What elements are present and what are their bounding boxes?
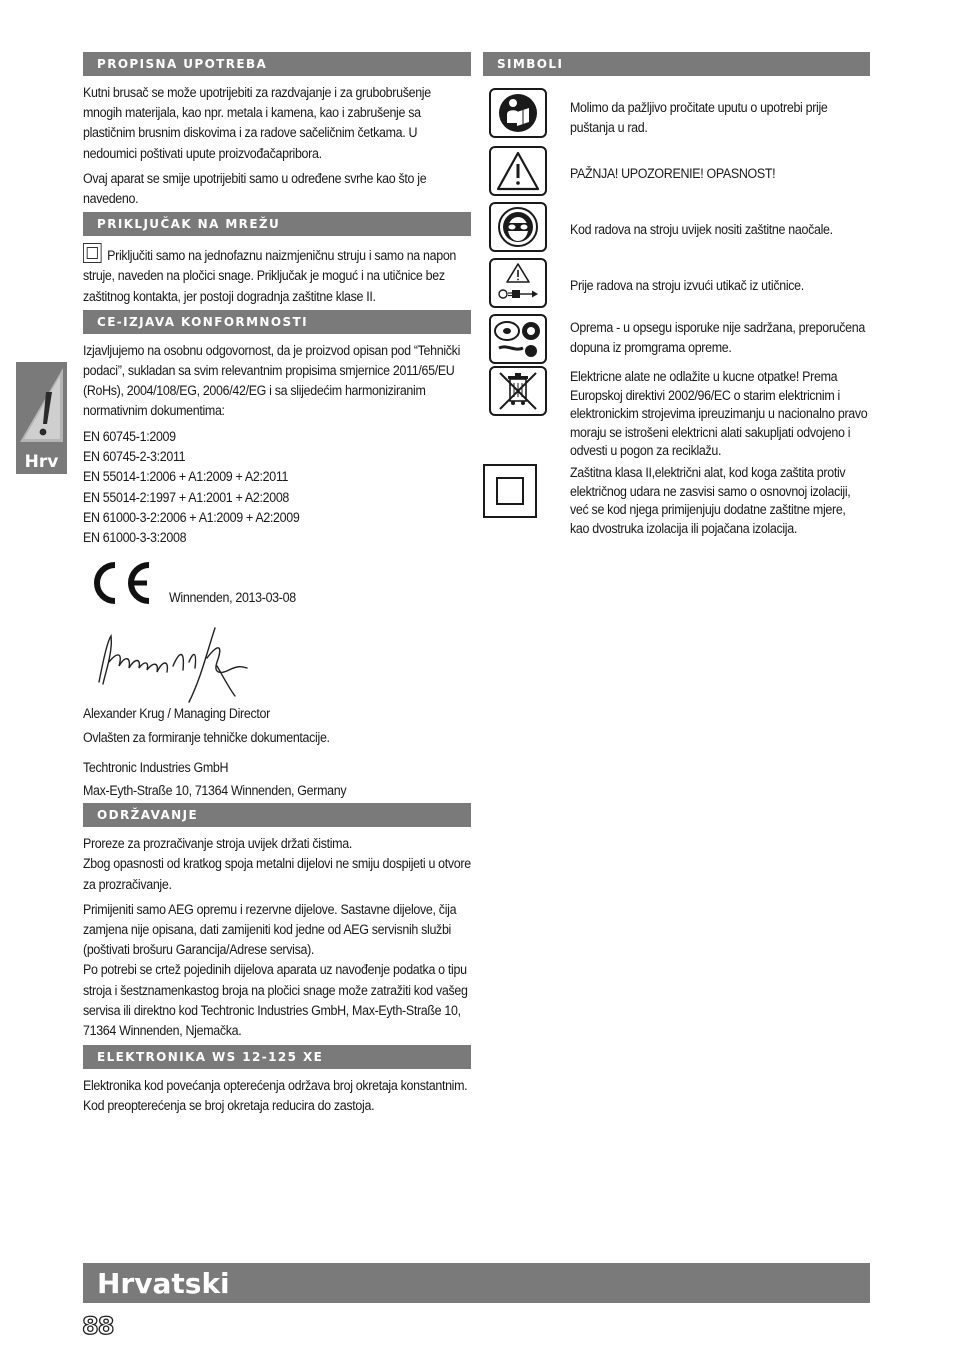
symbol-row-goggles xyxy=(483,202,870,254)
left-column xyxy=(83,52,471,1117)
warning-exclamation-icon xyxy=(16,362,67,447)
unplug-icon xyxy=(489,258,547,308)
symbol-row-accessory xyxy=(483,314,870,366)
language-tab-label: Hrv xyxy=(24,452,59,472)
authorized-text: Ovlašten za formiranje tehničke dokumentacije. xyxy=(83,729,330,745)
language-side-tab xyxy=(16,362,67,474)
safety-goggles-icon xyxy=(489,202,547,252)
accessory-icon xyxy=(489,314,547,364)
standard-item: EN 61000-3-3:2008 xyxy=(83,530,187,546)
standard-item: EN 60745-2-3:2011 xyxy=(83,448,186,464)
symbol-text-protection-class: Zaštitna klasa II,električni alat, kod koga zaštita protiv električnog udara ne zasvisi samo o osnovnoj izolaciji, već se kod njega primijenjuju dodatne zaštitne mjere, kao dvostruka izolacija ili pojačana izolacija. xyxy=(570,465,851,536)
section-header-odrzavanje: ODRŽAVANJE xyxy=(83,803,471,827)
ce-mark-row xyxy=(83,560,471,616)
odrzavanje-paragraph-1: Proreze za prozračivanje stroja uvijek držati čistima. xyxy=(83,836,352,852)
symbol-text-unplug: Prije radova na stroju izvući utikač iz utičnice. xyxy=(570,278,804,293)
footer-language-title: Hrvatski xyxy=(97,1267,230,1300)
standard-item: EN 60745-1:2009 xyxy=(83,428,176,444)
place-date: Winnenden, 2013-03-08 xyxy=(169,590,296,606)
protection-class-ii-icon xyxy=(483,464,537,518)
footer-language-band xyxy=(83,1263,870,1303)
prikljucak-paragraph xyxy=(83,243,472,307)
symbol-row-warning xyxy=(483,146,870,198)
standard-item: EN 55014-2:1997 + A1:2001 + A2:2008 xyxy=(83,489,290,505)
ce-mark-icon xyxy=(85,560,155,606)
page-number: 88 xyxy=(82,1312,114,1340)
odrzavanje-paragraph-3: Primijeniti samo AEG opremu i rezervne dijelove. Sastavne dijelove, čija zamjena nije opisana, dati zamijeniti kod jedne od AEG servisnih službi (poštivati brošuru Garancija/Adrese servisa). xyxy=(83,901,457,958)
symbol-row-protection-class xyxy=(483,462,870,562)
signer-name: Alexander Krug / Managing Director xyxy=(83,706,270,722)
symbol-row-unplug xyxy=(483,258,870,310)
symbol-text-warning: PAŽNJA! UPOZORENIE! OPASNOST! xyxy=(570,166,776,181)
propisna-paragraph-1: Kutni brusač se može upotrijebiti za razdvajanje i za grubobrušenje mnogih materijala, kao npr. metala i kamena, kao i zabrušenje sa plastičnim brusnim diskovima i za radove sačeličnim četkama. U nedoumici poštivati upute proizvođačapribora. xyxy=(83,85,431,161)
section-header-elektronika: ELEKTRONIKA WS 12-125 XE xyxy=(83,1045,471,1069)
standard-item: EN 61000-3-2:2006 + A1:2009 + A2:2009 xyxy=(83,509,300,525)
symbol-text-read-manual: Molimo da pažljivo pročitate uputu o upotrebi prije puštanja u rad. xyxy=(570,100,828,135)
prikljucak-text: Priključiti samo na jednofaznu naizmjeničnu struju i samo na napon struje, naveden na pločici snage. Priključak je moguć i na utičnice bez zaštitnog kontakta, jer postoji dogradnja zaštitne klase II. xyxy=(83,248,457,304)
odrzavanje-paragraph-4: Po potrebi se crtež pojedinih dijelova aparata uz navođenje podatka o tipu stroja i šestznamenkastog broja na pločici snage može zatražiti kod vašeg servisa ili direktno kod Techtronic Industries GmbH, Max-Eyth-Straße 10, 71364 Winnenden, Njemačka. xyxy=(83,962,468,1039)
section-header-ce: CE-IZJAVA KONFORMNOSTI xyxy=(83,310,471,334)
propisna-paragraph-2: Ovaj aparat se smije upotrijebiti samo u određene svrhe kao što je navedeno. xyxy=(83,170,427,207)
symbol-row-read-manual xyxy=(483,88,870,142)
company-address: Max-Eyth-Straße 10, 71364 Winnenden, Germany xyxy=(83,783,347,799)
section-header-simboli: SIMBOLI xyxy=(483,52,870,76)
standards-list xyxy=(83,427,472,549)
ce-paragraph: Izjavljujemo na osobnu odgovornost, da je proizvod opisan pod “Tehnički podaci”, sukladan sa svim relevantnim propisima smjernice 2011/65/EU (RoHs), 2004/108/EG, 2006/42/EG i sa slijedećim harmoniziranim normativnim dokumentima: xyxy=(83,342,461,419)
weee-bin-icon xyxy=(489,366,547,416)
company-name: Techtronic Industries GmbH xyxy=(83,759,229,775)
standard-item: EN 55014-1:2006 + A1:2009 + A2:2011 xyxy=(83,469,289,485)
protection-class-ii-icon xyxy=(83,243,102,263)
read-manual-icon xyxy=(489,88,547,138)
elektronika-paragraph-2: Kod preopterećenja se broj okretaja reducira do zastoja. xyxy=(83,1098,375,1114)
right-column xyxy=(483,52,870,572)
section-header-prikljucak: PRIKLJUČAK NA MREŽU xyxy=(83,212,471,236)
signature-image xyxy=(89,622,259,704)
symbol-text-goggles: Kod radova na stroju uvijek nositi zaštitne naočale. xyxy=(570,222,833,237)
symbol-row-weee xyxy=(483,366,870,466)
odrzavanje-paragraph-2: Zbog opasnosti od kratkog spoja metalni dijelovi ne smiju dospijeti u otvore za prozračivanje. xyxy=(83,856,471,892)
elektronika-paragraph-1: Elektronika kod povećanja opterećenja održava broj okretaja konstantnim. xyxy=(83,1078,468,1094)
symbol-text-weee: Elektricne alate ne odlažite u kucne otpatke! Prema Europskoj direktivi 2002/96/EC o starim elektricnim i elektronickim strojevima ipreuzimanju u nacionalno pravo moraju se istrošeni elektricni alati sakupljati odvojeno i odvesti u pogon za reciklažu. xyxy=(570,369,868,458)
section-header-propisna: PROPISNA UPOTREBA xyxy=(83,52,471,76)
warning-triangle-icon xyxy=(489,146,547,196)
symbol-text-accessory: Oprema - u opsegu isporuke nije sadržana, preporučena dopuna iz promgrama opreme. xyxy=(570,320,865,355)
